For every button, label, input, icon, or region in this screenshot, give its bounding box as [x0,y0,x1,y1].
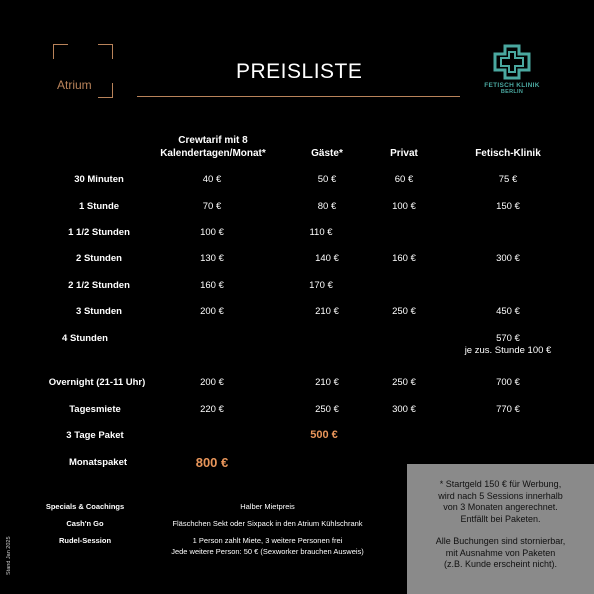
cell-crew: 220 € [200,404,224,415]
cell-gaeste-highlight: 500 € [310,429,338,441]
special-text: Halber Mietpreis [240,502,295,511]
row-label: 2 1/2 Stunden [68,280,130,291]
stand-date: Stand Jan 2025 [6,536,12,575]
crew-header-line2: Kalendertagen/Monat* [160,148,266,159]
cell-klinik: 700 € [496,377,520,388]
cell-crew: 70 € [202,201,222,212]
row-label: 1 Stunde [78,201,120,212]
row-label: Tagesmiete [69,404,121,415]
row-label: 1 1/2 Stunden [68,227,130,238]
info-line: mit Ausnahme von Paketen [445,547,556,558]
cell-privat: 250 € [392,306,416,317]
crew-header-line1: Crewtarif mit 8 [178,135,248,146]
info-box [407,464,594,594]
cell-klinik: 75 € [498,174,518,185]
cell-gaeste: 210 € [315,377,339,388]
cell-klinik: 150 € [496,201,520,212]
column-header-klinik: Fetisch-Klinik [475,148,541,159]
info-line: von 3 Monaten angerechnet. [443,502,558,512]
row-label: 3 Tage Paket [66,430,124,441]
special-label: Rudel-Session [58,536,112,545]
row-label: 3 Stunden [76,306,122,317]
cell-crew: 200 € [200,306,224,317]
cell-klinik: 450 € [496,306,520,317]
fetisch-klinik-logo [480,44,544,95]
cell-privat: 300 € [392,404,416,415]
cell-privat: 100 € [392,201,416,212]
cell-crew: 100 € [200,227,224,238]
cell-gaeste: 110 € [309,227,333,238]
cell-crew: 160 € [200,280,224,291]
column-header-gaeste: Gäste* [311,148,343,159]
brand-line1: FETISCH KLINIK [484,82,540,89]
cell-privat: 250 € [392,377,416,388]
info-line: wird nach 5 Sessions innerhalb [438,490,563,501]
special-label: Specials & Coachings [45,502,125,511]
column-header-crew [148,134,278,160]
cell-privat: 60 € [394,174,414,185]
row-label: Overnight (21-11 Uhr) [48,377,146,388]
special-text: 1 Person zahlt Miete, 3 weitere Personen frei [192,536,343,545]
cell-klinik-note: je zus. Stunde 100 € [464,345,552,356]
info-line: Alle Buchungen sind stornierbar, [435,536,566,546]
cell-crew: 40 € [202,174,222,185]
cell-crew: 200 € [200,377,224,388]
cell-klinik: 770 € [496,404,520,415]
cell-gaeste: 170 € [309,280,333,291]
row-label: 4 Stunden [62,333,108,344]
cell-crew-highlight: 800 € [195,455,229,470]
cell-gaeste: 210 € [315,306,339,317]
atrium-logo [53,44,113,98]
cell-gaeste: 250 € [315,404,339,415]
cell-gaeste: 140 € [315,253,339,264]
info-line: * Startgeld 150 € für Werbung, [439,479,562,489]
info-line: Entfällt bei Paketen. [460,513,541,524]
cell-gaeste: 50 € [317,174,337,185]
cell-klinik: 300 € [496,253,520,264]
special-text-line2: Jede weitere Person: 50 € (Sexworker brauchen Ausweis) [171,547,364,556]
title-divider [137,96,460,97]
brand-line2: BERLIN [500,89,524,95]
special-text: Fläschchen Sekt oder Sixpack in den Atrium Kühlschrank [172,519,363,528]
special-label: Cash'n Go [66,519,104,528]
row-label: Monatspaket [68,457,128,468]
info-line: (z.B. Kunde erscheint nicht). [443,559,558,569]
page-title: PREISLISTE [236,60,363,83]
column-header-privat: Privat [390,148,418,159]
atrium-logo-text: Atrium [57,78,92,92]
cross-icon [493,44,531,80]
cell-crew: 130 € [200,253,224,264]
row-label: 30 Minuten [74,174,124,185]
row-label: 2 Stunden [76,253,122,264]
cell-klinik: 570 € [496,333,520,344]
cell-privat: 160 € [392,253,416,264]
cell-gaeste: 80 € [317,201,337,212]
